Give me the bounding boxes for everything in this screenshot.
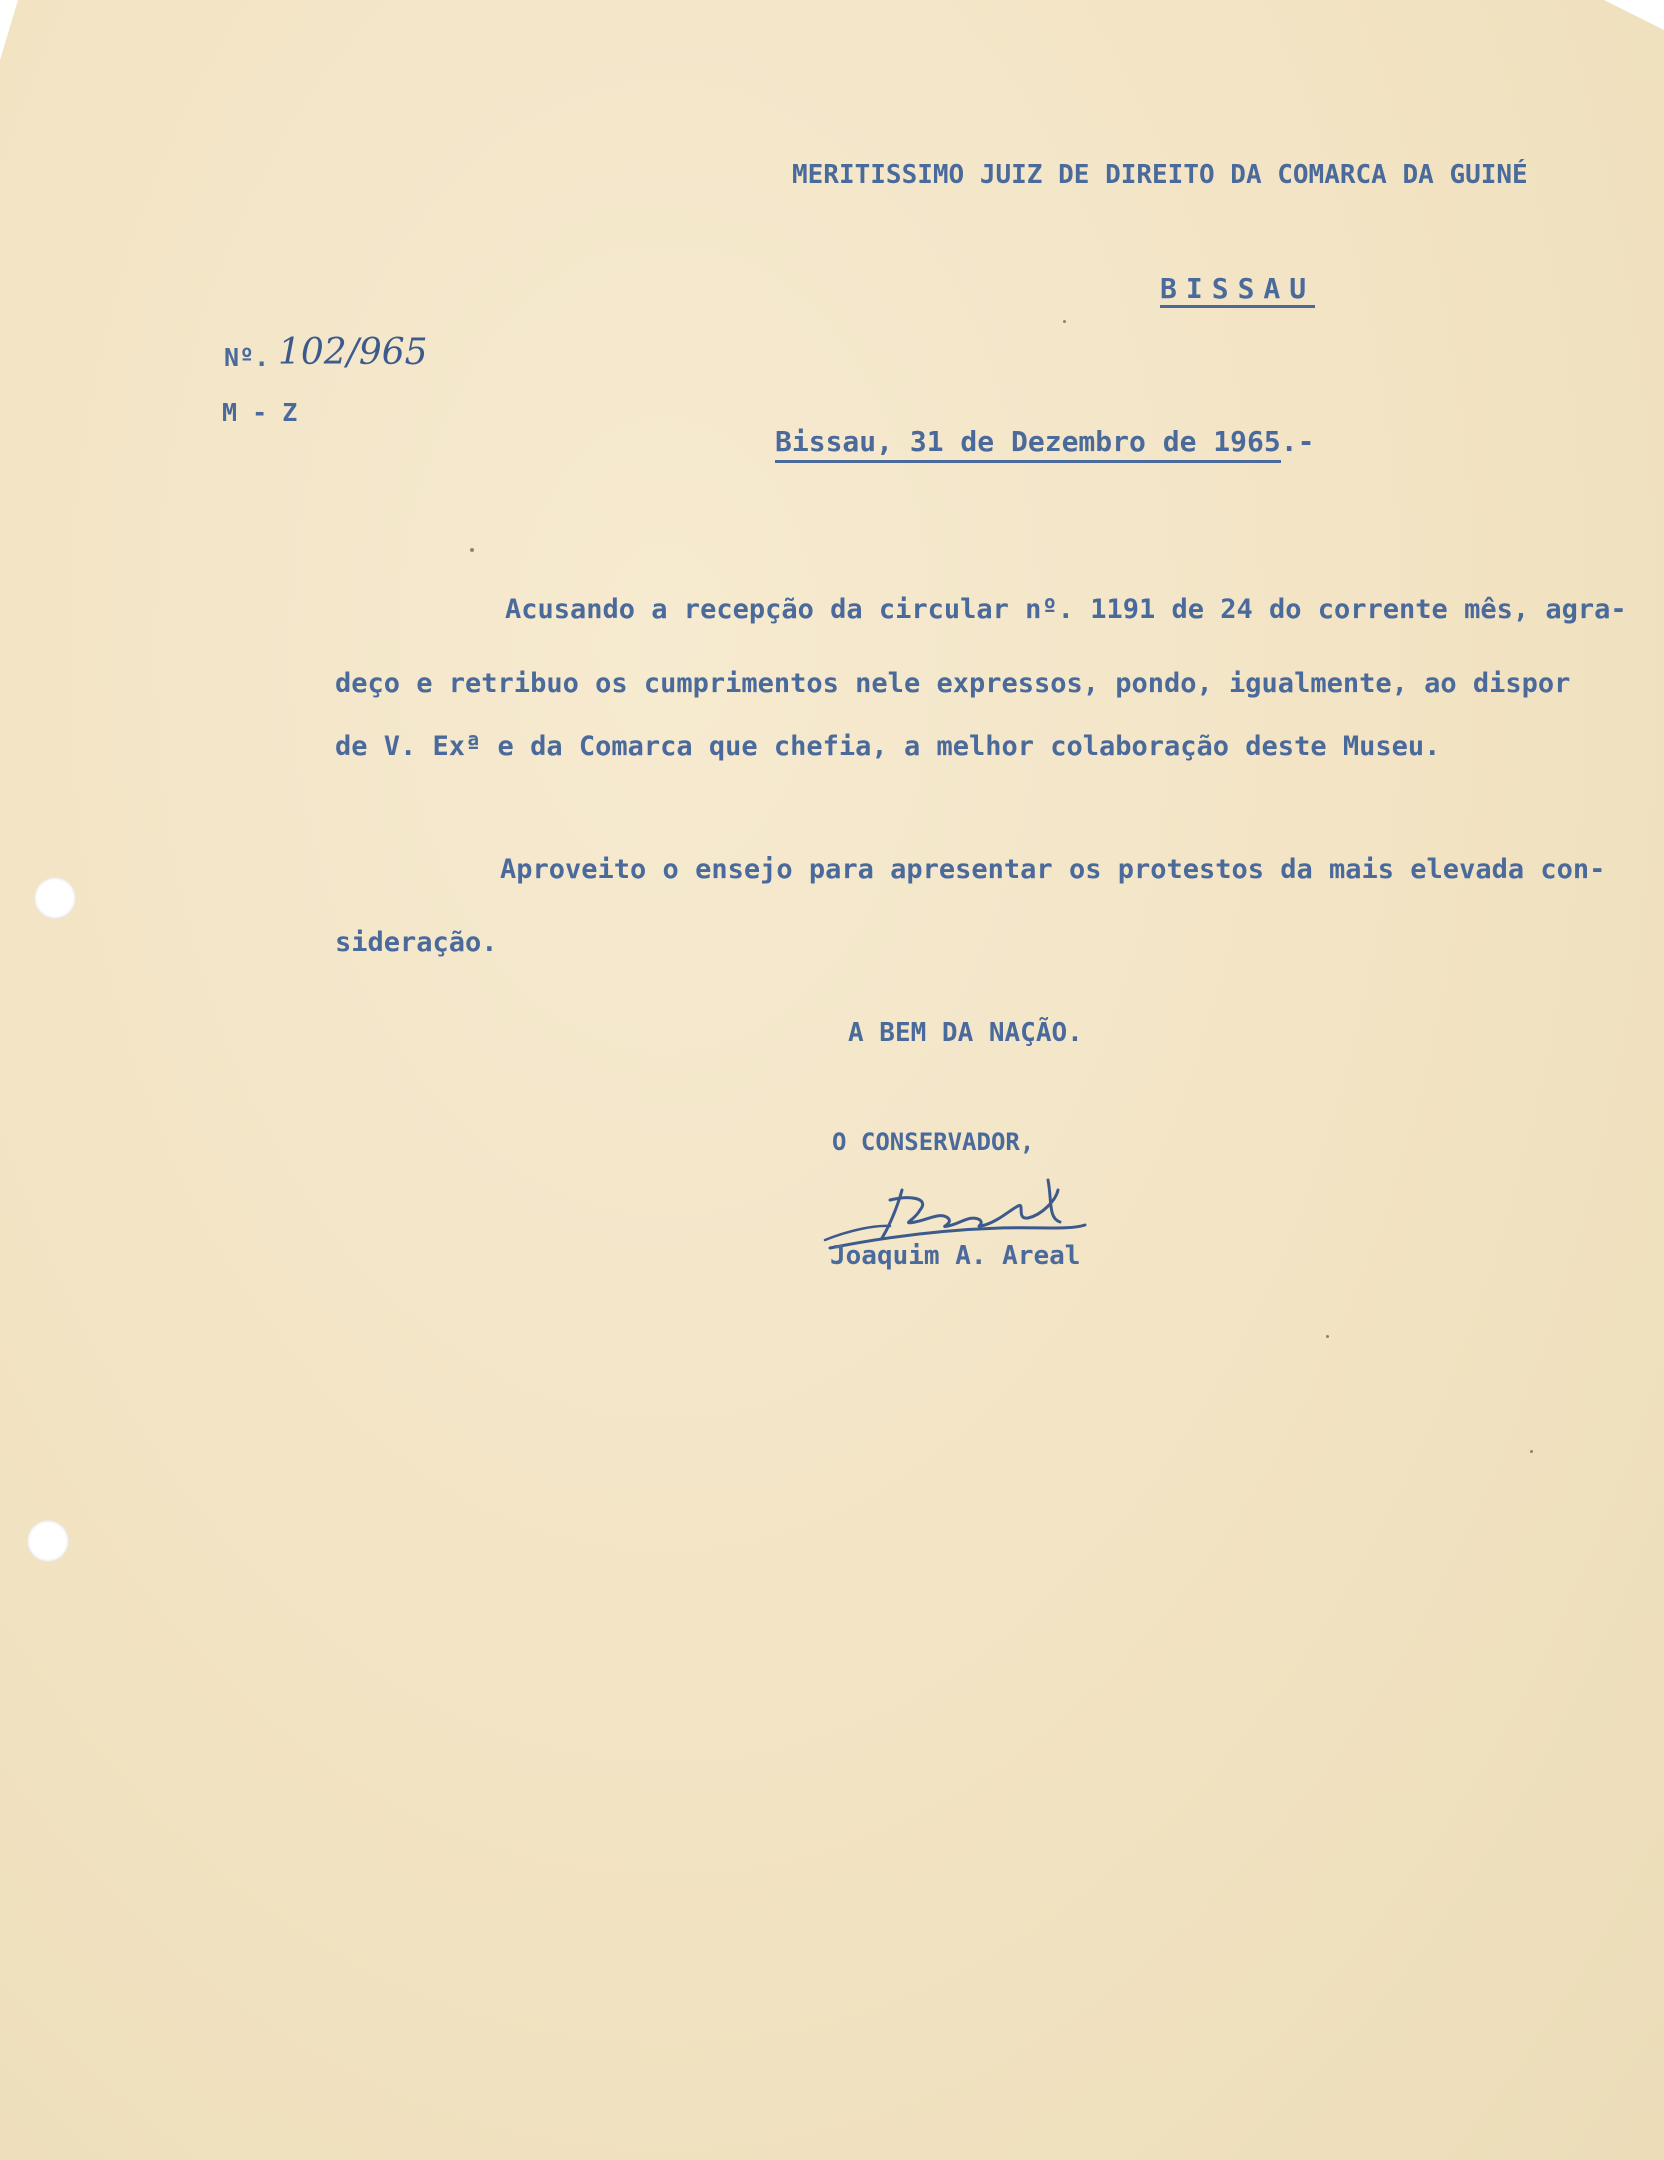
paper-speck bbox=[1326, 1335, 1329, 1338]
paper-speck bbox=[1530, 1450, 1533, 1453]
paragraph-1-line-3: de V. Exª e da Comarca que chefia, a melhor colaboração deste Museu. bbox=[335, 731, 1441, 762]
city-heading: BISSAU bbox=[1160, 275, 1315, 308]
torn-corner-top-right bbox=[1604, 0, 1664, 30]
signatory-name: Joaquim A. Areal bbox=[830, 1241, 1081, 1271]
paragraph-2-line-1: Aproveito o ensejo para apresentar os protestos da mais elevada con- bbox=[500, 854, 1606, 885]
date-text: Bissau, 31 de Dezembro de 1965 bbox=[775, 425, 1281, 463]
paragraph-1-line-1: Acusando a recepção da circular nº. 1191 de 24 do corrente mês, agra- bbox=[505, 594, 1627, 625]
paper-speck bbox=[1063, 320, 1066, 323]
closing-salutation: A BEM DA NAÇÃO. bbox=[848, 1018, 1083, 1048]
paper-speck bbox=[470, 548, 474, 552]
date-suffix: .- bbox=[1280, 425, 1315, 458]
punch-hole-upper bbox=[34, 877, 76, 919]
paragraph-1-line-2: deço e retribuo os cumprimentos nele expressos, pondo, igualmente, ao dispor bbox=[335, 668, 1571, 699]
reference-number-handwritten: 102/965 bbox=[278, 332, 428, 373]
addressee-line: MERITISSIMO JUIZ DE DIREITO DA COMARCA DA GUINÉ bbox=[792, 160, 1528, 190]
reference-number-prefix: Nº. bbox=[224, 343, 270, 372]
reference-code: M - Z bbox=[222, 398, 298, 427]
date-line bbox=[775, 425, 1315, 458]
punch-hole-lower bbox=[27, 1520, 69, 1562]
signatory-title: O CONSERVADOR, bbox=[832, 1128, 1035, 1156]
torn-corner-top-left bbox=[0, 0, 18, 60]
paragraph-2-line-2: sideração. bbox=[335, 927, 498, 958]
